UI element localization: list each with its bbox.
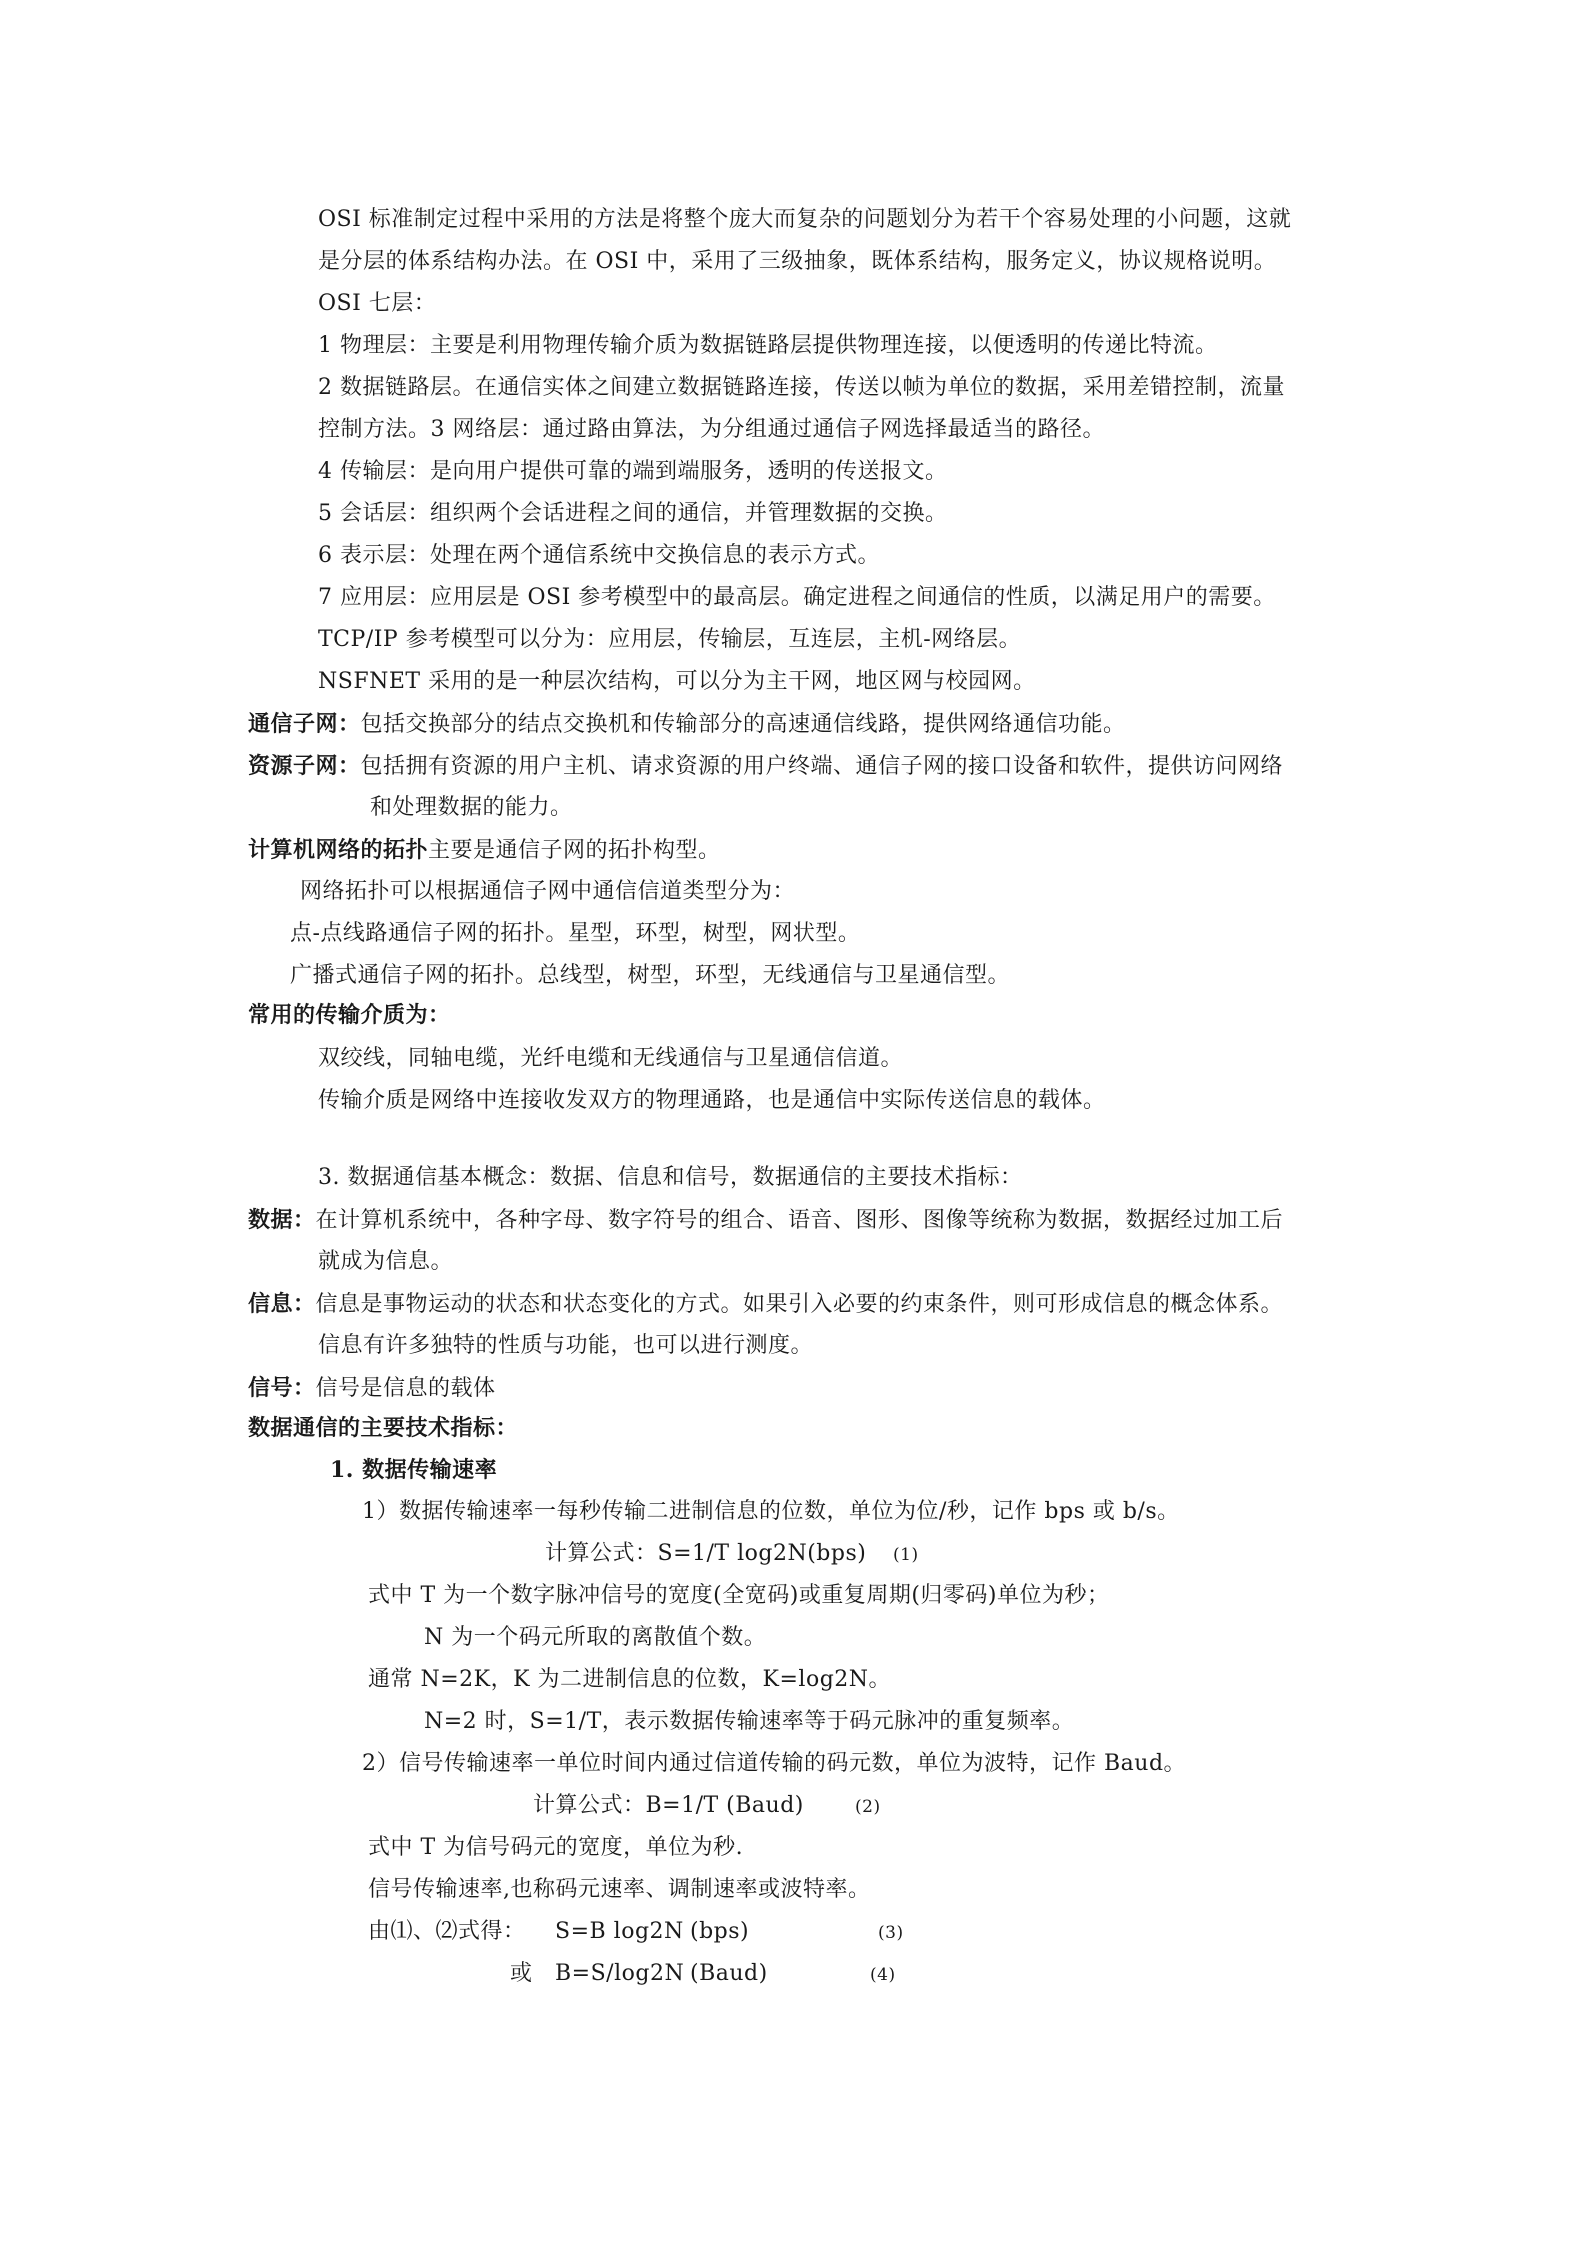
equation-number: (4)	[870, 1965, 896, 1985]
text-line: OSI 标准制定过程中采用的方法是将整个庞大而复杂的问题划分为若干个容易处理的小问题，这就	[318, 207, 1292, 232]
formula-unit: (Baud)	[690, 1961, 768, 1986]
text-line: 是分层的体系结构办法。在 OSI 中，采用了三级抽象，既体系结构，服务定义，协议规格说明。	[318, 249, 1277, 274]
text-line: 通常 N=2K，K 为二进制信息的位数，K=log2N。	[368, 1667, 892, 1692]
text-line: OSI 七层：	[318, 291, 437, 316]
formula-line: 计算公式：S=1/T log2N(bps)	[545, 1541, 867, 1566]
text-line: 网络拓扑可以根据通信子网中通信信道类型分为：	[300, 879, 796, 904]
text-line: 和处理数据的能力。	[370, 795, 573, 820]
definition-text: 包括交换部分的结点交换机和传输部分的高速通信线路，提供网络通信功能。	[360, 712, 1126, 737]
definition-text: 包括拥有资源的用户主机、请求资源的用户终端、通信子网的接口设备和软件，提供访问网络	[360, 754, 1284, 779]
text-line: 广播式通信子网的拓扑。总线型，树型，环型，无线通信与卫星通信型。	[290, 963, 1011, 988]
text-line: 2 数据链路层。在通信实体之间建立数据链路连接，传送以帧为单位的数据，采用差错控制，流量	[318, 375, 1285, 400]
text-line: 就成为信息。	[318, 1249, 454, 1274]
text-line: N 为一个码元所取的离散值个数。	[424, 1625, 767, 1650]
text-line: 5 会话层：组织两个会话进程之间的通信，并管理数据的交换。	[318, 501, 948, 526]
definition-text: 信号是信息的载体	[315, 1376, 496, 1401]
rate-section-heading: 1. 数据传输速率	[330, 1457, 498, 1483]
text-line: 6 表示层：处理在两个通信系统中交换信息的表示方式。	[318, 543, 880, 568]
text-line: NSFNET 采用的是一种层次结构，可以分为主干网，地区网与校园网。	[318, 669, 1036, 694]
text-line: 2）信号传输速率一单位时间内通过信道传输的码元数，单位为波特，记作 Baud。	[362, 1751, 1187, 1776]
formula-expression: S=B log2N	[555, 1919, 684, 1944]
media-heading: 常用的传输介质为：	[248, 1002, 451, 1028]
text-line: 式中 T 为一个数字脉冲信号的宽度(全宽码)或重复周期(归零码)单位为秒；	[368, 1583, 1110, 1608]
equation-number: (3)	[878, 1923, 904, 1943]
text-line: 3. 数据通信基本概念：数据、信息和信号，数据通信的主要技术指标：	[318, 1165, 1023, 1190]
text-line: 双绞线，同轴电缆，光纤电缆和无线通信与卫星通信信道。	[318, 1046, 904, 1071]
text-line: 式中 T 为信号码元的宽度，单位为秒.	[368, 1835, 744, 1860]
term-label: 信息：	[248, 1291, 316, 1317]
term-label: 数据：	[248, 1207, 316, 1233]
formula-connector: 或	[510, 1961, 533, 1986]
indicators-heading: 数据通信的主要技术指标：	[248, 1415, 519, 1441]
definition-resource-subnet	[248, 751, 1283, 782]
text-line: 4 传输层：是向用户提供可靠的端到端服务，透明的传送报文。	[318, 459, 948, 484]
formula-unit: (bps)	[690, 1919, 750, 1944]
text-line: 7 应用层：应用层是 OSI 参考模型中的最高层。确定进程之间通信的性质，以满足用户的需要。	[318, 585, 1276, 610]
definition-comm-subnet	[248, 709, 1126, 740]
text-line: 1 物理层：主要是利用物理传输介质为数据链路层提供物理连接，以便透明的传递比特流。	[318, 333, 1218, 358]
definition-signal	[248, 1373, 496, 1404]
term-label: 计算机网络的拓扑	[248, 837, 429, 863]
term-label: 通信子网：	[248, 711, 361, 737]
text-line: 信息有许多独特的性质与功能，也可以进行测度。	[318, 1333, 814, 1358]
definition-text: 信息是事物运动的状态和状态变化的方式。如果引入必要的约束条件，则可形成信息的概念体系。	[315, 1292, 1284, 1317]
definition-text: 主要是通信子网的拓扑构型。	[428, 838, 721, 863]
text-line: N=2 时，S=1/T，表示数据传输速率等于码元脉冲的重复频率。	[424, 1709, 1075, 1734]
text-line: 控制方法。3 网络层：通过路由算法，为分组通过通信子网选择最适当的路径。	[318, 417, 1105, 442]
equation-number: (2)	[855, 1797, 881, 1817]
text-line: 点-点线路通信子网的拓扑。星型，环型，树型，网状型。	[290, 921, 861, 946]
definition-info	[248, 1289, 1283, 1320]
formula-expression: B=S/log2N	[555, 1961, 685, 1986]
text-line: 信号传输速率,也称码元速率、调制速率或波特率。	[368, 1877, 871, 1902]
formula-derivation-label: 由⑴、⑵式得：	[368, 1919, 526, 1944]
definition-text: 在计算机系统中，各种字母、数字符号的组合、语音、图形、图像等统称为数据，数据经过加工后	[315, 1208, 1284, 1233]
equation-number: (1)	[893, 1545, 919, 1565]
term-label: 资源子网：	[248, 753, 361, 779]
topology-heading	[248, 835, 721, 866]
text-line: 传输介质是网络中连接收发双方的物理通路，也是通信中实际传送信息的载体。	[318, 1088, 1106, 1113]
definition-data	[248, 1205, 1283, 1236]
term-label: 信号：	[248, 1375, 316, 1401]
text-line: 1）数据传输速率一每秒传输二进制信息的位数，单位为位/秒，记作 bps 或 b/s。	[362, 1499, 1180, 1524]
formula-line: 计算公式：B=1/T (Baud)	[533, 1793, 804, 1818]
text-line: TCP/IP 参考模型可以分为：应用层，传输层，互连层，主机-网络层。	[318, 627, 1022, 652]
